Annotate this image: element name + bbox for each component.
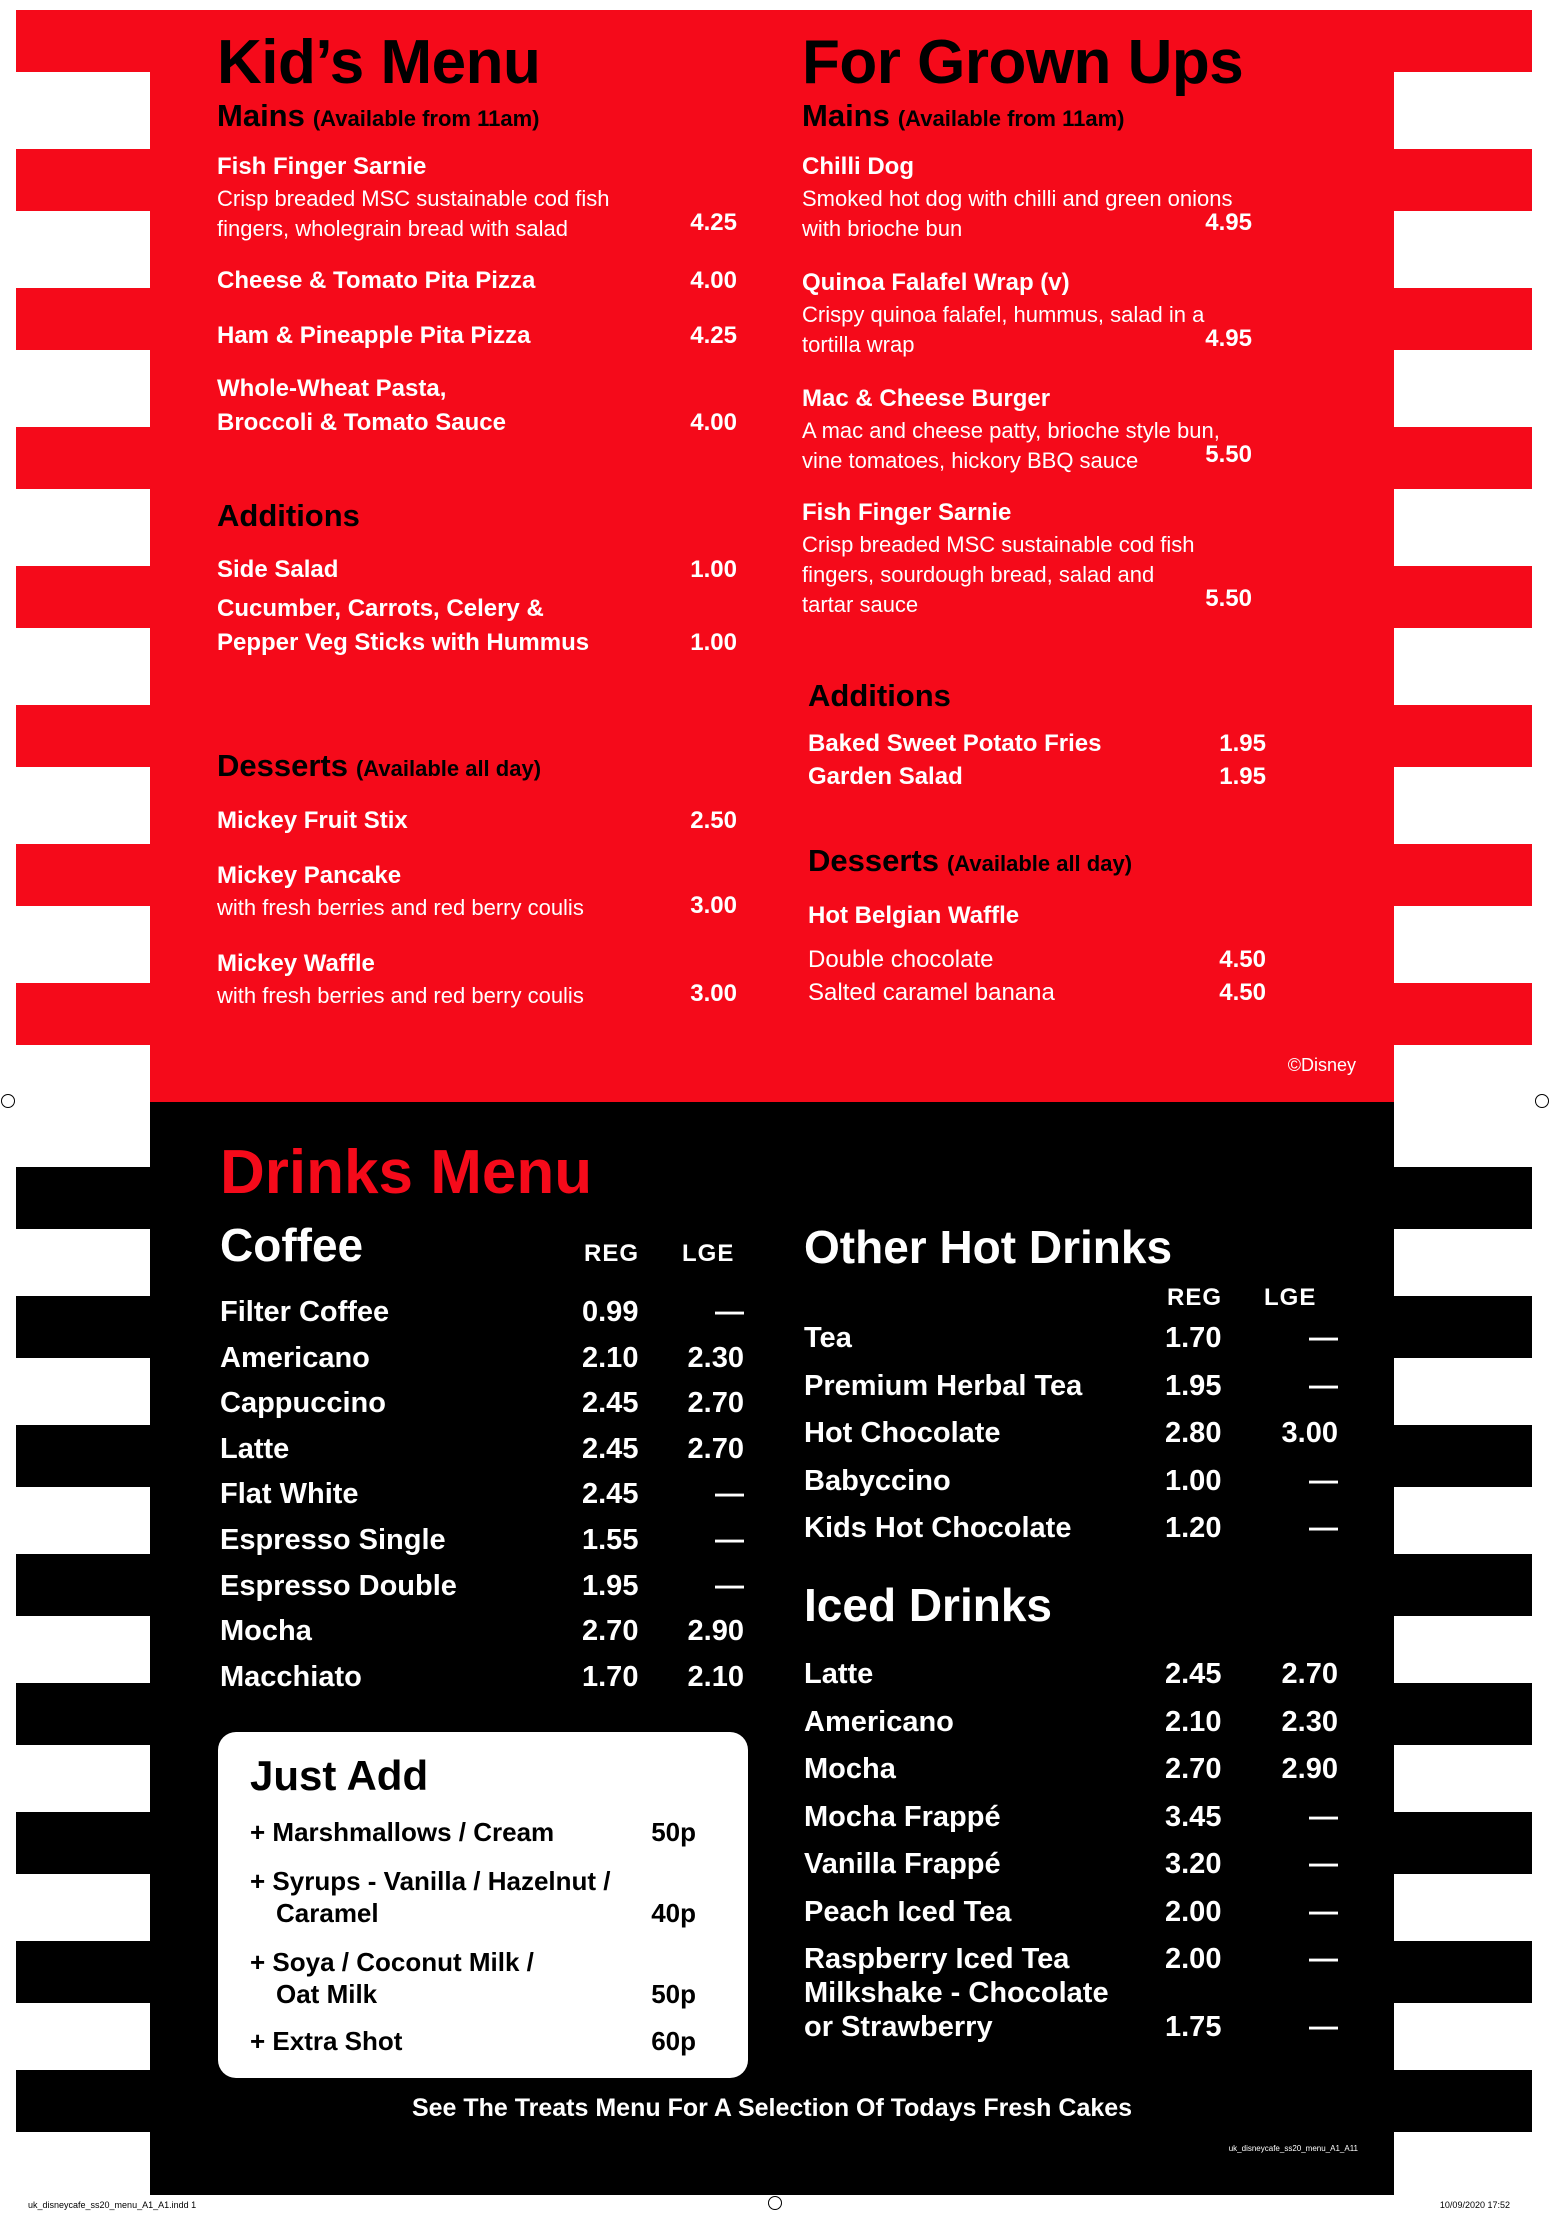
drink-lge-price: 3.00 bbox=[1281, 1417, 1338, 1449]
drink-name: Espresso Single bbox=[220, 1524, 446, 1556]
iced-drink-row bbox=[804, 1747, 1344, 1791]
addon-price: 50p bbox=[651, 1817, 696, 1847]
iced-drinks-section bbox=[804, 1579, 1344, 2082]
treats-menu-note: See The Treats Menu For A Selection Of Todays Fresh Cakes bbox=[411, 2094, 1133, 2122]
addon-name: + Soya / Coconut Milk / bbox=[250, 1947, 534, 1977]
item-desc: Crisp breaded MSC sustainable cod fish bbox=[217, 186, 610, 211]
drink-reg-price: 2.00 bbox=[1165, 1895, 1222, 1928]
drink-reg-price: 1.95 bbox=[582, 1569, 639, 1602]
drink-name: Macchiato bbox=[220, 1660, 362, 1693]
item-desc: with brioche bun bbox=[802, 216, 963, 241]
hot-drink-row bbox=[804, 1364, 1344, 1408]
drink-lge-price: — bbox=[1309, 1512, 1338, 1544]
addon-name: + Extra Shot bbox=[250, 2026, 403, 2056]
drink-name: Babyccino bbox=[804, 1464, 951, 1497]
item-name: Quinoa Falafel Wrap (v) bbox=[802, 269, 1070, 296]
other-hot-drinks-heading: Other Hot Drinks bbox=[804, 1221, 1173, 1273]
item-name: Garden Salad bbox=[808, 763, 963, 790]
item-name: Hot Belgian Waffle bbox=[808, 902, 1020, 929]
coffee-row bbox=[220, 1564, 770, 1608]
coffee-row bbox=[220, 1472, 770, 1516]
item-name: Mickey Fruit Stix bbox=[217, 807, 408, 834]
drink-lge-price: 2.30 bbox=[1281, 1705, 1338, 1738]
drink-lge-price: — bbox=[715, 1524, 744, 1556]
drink-name: Americano bbox=[220, 1341, 370, 1374]
item-desc: tortilla wrap bbox=[802, 332, 915, 357]
drink-lge-price: — bbox=[715, 1296, 744, 1328]
drink-row-milkshake-2 bbox=[804, 2005, 1344, 2049]
registration-mark-right bbox=[1535, 1094, 1549, 1108]
drink-name: Mocha Frappé bbox=[804, 1800, 1001, 1833]
item-desc: Crispy quinoa falafel, hummus, salad in a bbox=[802, 302, 1205, 327]
grown-item-falafel-wrap bbox=[802, 266, 1252, 360]
kids-item-pasta bbox=[217, 372, 737, 440]
drink-lge-price: — bbox=[1309, 1943, 1338, 1975]
other-hot-lge-header: LGE bbox=[1264, 1284, 1317, 1311]
coffee-row bbox=[220, 1655, 770, 1699]
addon-name: + Marshmallows / Cream bbox=[250, 1817, 555, 1847]
item-price: 5.50 bbox=[1205, 441, 1252, 468]
item-name: Mickey Pancake bbox=[217, 862, 402, 889]
item-desc: with fresh berries and red berry coulis bbox=[217, 983, 584, 1008]
grown-item-fish-finger bbox=[802, 496, 1252, 620]
drink-lge-price: 2.90 bbox=[1281, 1753, 1338, 1785]
iced-drink-row bbox=[804, 1842, 1344, 1886]
item-desc: Smoked hot dog with chilli and green onions bbox=[802, 186, 1233, 211]
item-desc: Double chocolate bbox=[808, 946, 994, 973]
item-price: 2.50 bbox=[690, 807, 737, 834]
grown-dessert-waffle bbox=[808, 899, 1266, 933]
item-desc: with fresh berries and red berry coulis bbox=[217, 895, 584, 920]
item-price: 4.50 bbox=[1219, 979, 1266, 1006]
drink-name: Kids Hot Chocolate bbox=[804, 1512, 1072, 1544]
drinks-menu-title: Drinks Menu bbox=[220, 1138, 593, 1207]
print-slug-right: 10/09/2020 17:52 bbox=[1439, 2200, 1510, 2210]
iced-drink-row bbox=[804, 1700, 1344, 1744]
grown-addition-garden-salad bbox=[808, 760, 1266, 794]
drink-name: Filter Coffee bbox=[220, 1296, 390, 1328]
item-price: 1.95 bbox=[1219, 763, 1266, 790]
kids-dessert-pancake bbox=[217, 859, 737, 923]
drink-reg-price: 2.45 bbox=[582, 1432, 639, 1465]
hot-drink-row bbox=[804, 1459, 1344, 1503]
copyright-notice: ©Disney bbox=[1287, 1055, 1356, 1075]
kids-dessert-fruit-stix bbox=[217, 804, 737, 838]
item-price: 1.00 bbox=[690, 629, 737, 656]
drink-reg-price: 2.70 bbox=[1165, 1753, 1222, 1785]
grown-ups-title: For Grown Ups bbox=[802, 28, 1244, 97]
item-desc: Crisp breaded MSC sustainable cod fish bbox=[802, 532, 1195, 557]
item-name: Mickey Waffle bbox=[217, 950, 375, 977]
drink-reg-price: 2.10 bbox=[1165, 1705, 1222, 1738]
coffee-row bbox=[220, 1609, 770, 1653]
drink-lge-price: 2.90 bbox=[687, 1615, 744, 1648]
iced-drinks-heading: Iced Drinks bbox=[804, 1579, 1052, 1631]
drink-name: Hot Chocolate bbox=[804, 1417, 1001, 1449]
coffee-row bbox=[220, 1427, 770, 1471]
addon-name: Oat Milk bbox=[276, 1979, 378, 2009]
drink-name: Premium Herbal Tea bbox=[804, 1369, 1083, 1402]
hot-drink-row bbox=[804, 1411, 1344, 1455]
iced-drink-row bbox=[804, 1652, 1344, 1696]
drink-reg-price: 1.70 bbox=[1165, 1322, 1222, 1354]
addon-price: 40p bbox=[651, 1898, 696, 1928]
item-price: 3.00 bbox=[690, 980, 737, 1007]
grown-mains-heading bbox=[802, 100, 1124, 131]
kids-desserts-label: Desserts bbox=[217, 748, 348, 783]
item-name: Whole-Wheat Pasta, bbox=[217, 375, 447, 402]
kids-desserts-note: (Available all day) bbox=[355, 756, 542, 781]
kids-item-cheese-pizza bbox=[217, 264, 737, 298]
just-add-milk bbox=[250, 1946, 696, 2010]
hot-drink-row bbox=[804, 1316, 1344, 1360]
item-name: Cucumber, Carrots, Celery & bbox=[217, 595, 544, 622]
grown-addition-fries bbox=[808, 727, 1266, 761]
item-name: Cheese & Tomato Pita Pizza bbox=[217, 267, 536, 294]
drink-lge-price: 2.70 bbox=[687, 1387, 744, 1420]
drink-reg-price: 2.70 bbox=[582, 1615, 639, 1648]
coffee-lge-header: LGE bbox=[682, 1240, 735, 1267]
iced-drink-row bbox=[804, 1795, 1344, 1839]
kids-addition-side-salad bbox=[217, 553, 737, 587]
drink-reg-price: 1.20 bbox=[1165, 1512, 1222, 1544]
drink-lge-price: 2.10 bbox=[687, 1660, 744, 1693]
food-menu-panel bbox=[150, 10, 1394, 1102]
drink-reg-price: 2.10 bbox=[582, 1341, 639, 1374]
item-price: 3.00 bbox=[690, 892, 737, 919]
drink-reg-price: 2.45 bbox=[1165, 1658, 1222, 1690]
drink-reg-price: 3.45 bbox=[1165, 1800, 1222, 1833]
just-add-extra-shot bbox=[250, 2025, 696, 2057]
coffee-reg-header: REG bbox=[584, 1240, 640, 1267]
drink-reg-price: 2.45 bbox=[582, 1387, 639, 1420]
coffee-section bbox=[220, 1219, 770, 1722]
item-price: 5.50 bbox=[1205, 585, 1252, 612]
job-code: uk_disneycafe_ss20_menu_A1_A11 bbox=[1228, 2144, 1358, 2153]
item-name: Chilli Dog bbox=[802, 153, 914, 180]
item-desc: Salted caramel banana bbox=[808, 979, 1055, 1006]
item-price: 4.00 bbox=[690, 267, 737, 294]
drink-lge-price: — bbox=[1309, 1848, 1338, 1880]
drink-reg-price: 2.00 bbox=[1165, 1943, 1222, 1975]
drink-reg-price: 3.20 bbox=[1165, 1848, 1222, 1880]
registration-mark-bottom bbox=[768, 2196, 782, 2210]
drinks-menu-panel bbox=[150, 1102, 1394, 2195]
drink-reg-price: 1.70 bbox=[582, 1660, 639, 1693]
drink-lge-price: — bbox=[1309, 1464, 1338, 1497]
item-price: 4.50 bbox=[1219, 946, 1266, 973]
item-name: Fish Finger Sarnie bbox=[802, 499, 1012, 526]
just-add-title: Just Add bbox=[250, 1752, 429, 1799]
drink-lge-price: 2.70 bbox=[687, 1432, 744, 1465]
item-price: 4.25 bbox=[690, 322, 737, 349]
coffee-row bbox=[220, 1518, 770, 1562]
item-price: 4.95 bbox=[1205, 325, 1252, 352]
item-name: Pepper Veg Sticks with Hummus bbox=[217, 629, 590, 656]
drink-name: Latte bbox=[804, 1658, 874, 1690]
drink-reg-price: 2.80 bbox=[1165, 1417, 1222, 1449]
grown-mains-label: Mains bbox=[802, 98, 890, 133]
item-desc: tartar sauce bbox=[802, 592, 919, 617]
drink-name: Espresso Double bbox=[220, 1569, 457, 1602]
coffee-row bbox=[220, 1336, 770, 1380]
drink-lge-price: — bbox=[1309, 1322, 1338, 1354]
drink-name: Tea bbox=[804, 1322, 852, 1354]
item-price: 4.00 bbox=[690, 409, 737, 436]
drink-reg-price: 1.75 bbox=[1165, 2011, 1222, 2043]
drink-name: Mocha bbox=[804, 1753, 896, 1785]
drink-name: Milkshake - Chocolate bbox=[804, 1977, 1109, 2009]
grown-additions-heading: Additions bbox=[808, 678, 951, 713]
item-desc: vine tomatoes, hickory BBQ sauce bbox=[802, 448, 1139, 473]
drink-lge-price: 2.30 bbox=[687, 1341, 744, 1374]
grown-item-chilli-dog bbox=[802, 150, 1252, 244]
registration-mark-left bbox=[1, 1094, 15, 1108]
item-price: 1.00 bbox=[690, 556, 737, 583]
kids-addition-veg-sticks bbox=[217, 592, 737, 660]
kids-mains-note: (Available from 11am) bbox=[312, 106, 540, 131]
item-name: Side Salad bbox=[217, 556, 339, 583]
kids-item-fish-finger bbox=[217, 150, 737, 244]
drink-reg-price: 0.99 bbox=[582, 1296, 639, 1328]
kids-mains-label: Mains bbox=[217, 98, 305, 133]
drink-name: Peach Iced Tea bbox=[804, 1895, 1012, 1928]
just-add-marshmallows bbox=[250, 1816, 696, 1848]
drink-lge-price: — bbox=[1309, 1895, 1338, 1928]
item-desc: fingers, sourdough bread, salad and bbox=[802, 562, 1155, 587]
grown-dessert-caramel-banana bbox=[808, 976, 1266, 1010]
coffee-heading: Coffee bbox=[220, 1219, 364, 1271]
item-name: Fish Finger Sarnie bbox=[217, 153, 427, 180]
drink-name: Americano bbox=[804, 1705, 954, 1738]
coffee-row bbox=[220, 1381, 770, 1425]
grown-dessert-double-chocolate bbox=[808, 943, 1266, 977]
drink-name: Cappuccino bbox=[220, 1387, 386, 1420]
kids-desserts-heading bbox=[217, 750, 541, 781]
just-add-syrups bbox=[250, 1865, 696, 1929]
drink-name: or Strawberry bbox=[804, 2011, 993, 2043]
drink-lge-price: — bbox=[1309, 2011, 1338, 2043]
addon-name: + Syrups - Vanilla / Hazelnut / bbox=[250, 1866, 611, 1896]
drink-name: Latte bbox=[220, 1432, 290, 1465]
item-desc: fingers, wholegrain bread with salad bbox=[217, 216, 568, 241]
hot-drink-row bbox=[804, 1506, 1344, 1550]
grown-desserts-heading bbox=[808, 845, 1132, 876]
item-name: Mac & Cheese Burger bbox=[802, 385, 1051, 412]
print-slug-left: uk_disneycafe_ss20_menu_A1_A1.indd 1 bbox=[28, 2200, 197, 2210]
drink-lge-price: — bbox=[1309, 1369, 1338, 1402]
item-price: 4.95 bbox=[1205, 209, 1252, 236]
kids-item-ham-pizza bbox=[217, 319, 737, 353]
coffee-row bbox=[220, 1290, 770, 1334]
addon-name: Caramel bbox=[276, 1898, 379, 1928]
kids-mains-heading bbox=[217, 100, 539, 131]
drink-name: Raspberry Iced Tea bbox=[804, 1943, 1070, 1975]
drink-lge-price: — bbox=[1309, 1800, 1338, 1833]
drink-reg-price: 1.00 bbox=[1165, 1464, 1222, 1497]
drink-name: Mocha bbox=[220, 1615, 312, 1648]
drink-reg-price: 1.95 bbox=[1165, 1369, 1222, 1402]
just-add-box bbox=[218, 1732, 748, 2078]
other-hot-reg-header: REG bbox=[1167, 1284, 1223, 1311]
item-name: Ham & Pineapple Pita Pizza bbox=[217, 322, 531, 349]
grown-item-mac-burger bbox=[802, 382, 1252, 476]
item-name: Baked Sweet Potato Fries bbox=[808, 730, 1102, 757]
drink-reg-price: 2.45 bbox=[582, 1478, 639, 1511]
addon-price: 60p bbox=[651, 2026, 696, 2056]
grown-mains-note: (Available from 11am) bbox=[897, 106, 1125, 131]
addon-price: 50p bbox=[651, 1979, 696, 2009]
kids-additions-heading: Additions bbox=[217, 498, 360, 533]
kids-menu-title: Kid’s Menu bbox=[217, 28, 541, 97]
kids-dessert-waffle bbox=[217, 947, 737, 1011]
iced-drink-row bbox=[804, 1890, 1344, 1934]
drink-name: Flat White bbox=[220, 1478, 359, 1511]
item-price: 1.95 bbox=[1219, 730, 1266, 757]
drink-reg-price: 1.55 bbox=[582, 1524, 639, 1556]
drink-lge-price: 2.70 bbox=[1281, 1658, 1338, 1690]
drink-name: Vanilla Frappé bbox=[804, 1848, 1001, 1880]
item-desc: A mac and cheese patty, brioche style bun, bbox=[802, 418, 1220, 443]
drink-lge-price: — bbox=[715, 1569, 744, 1602]
grown-desserts-note: (Available all day) bbox=[946, 851, 1133, 876]
item-price: 4.25 bbox=[690, 209, 737, 236]
grown-desserts-label: Desserts bbox=[808, 843, 939, 878]
item-name: Broccoli & Tomato Sauce bbox=[217, 409, 506, 436]
drink-lge-price: — bbox=[715, 1478, 744, 1511]
